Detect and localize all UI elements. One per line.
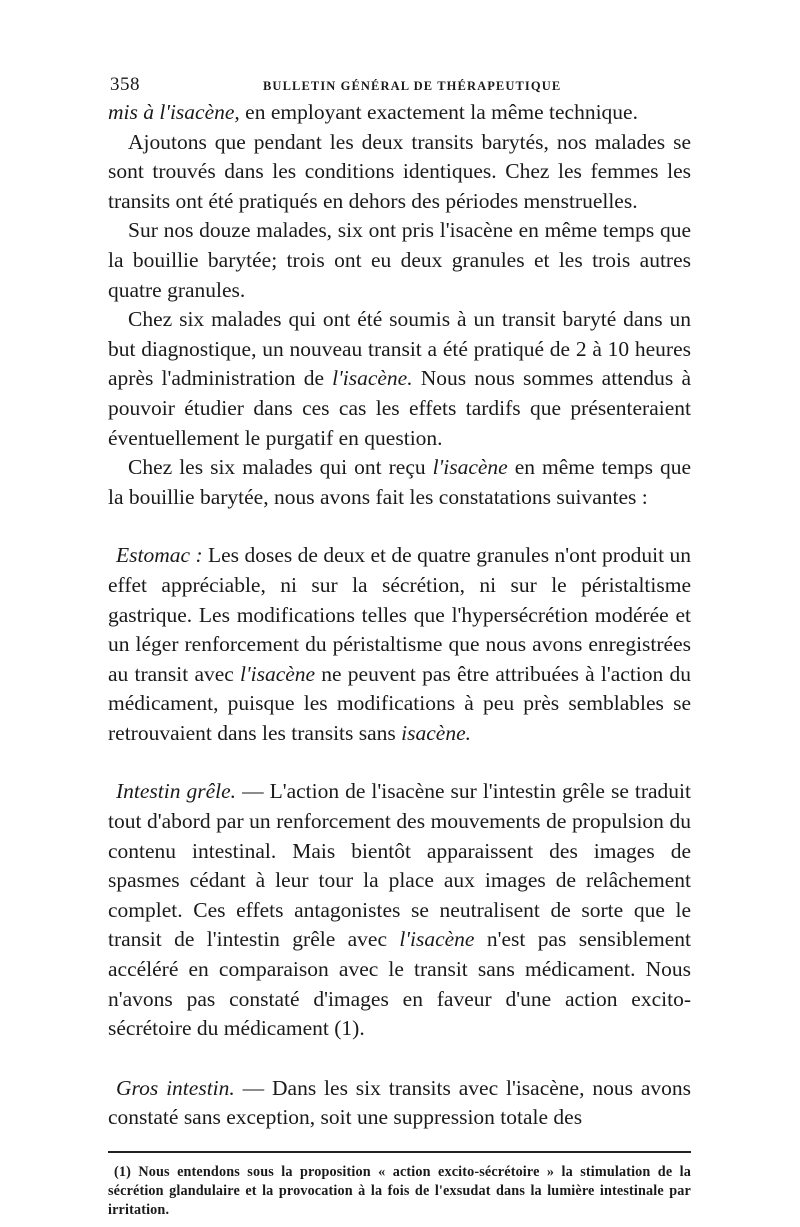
- paragraph-text: Nous nous sommes attendus à pouvoir étudier dans ces cas les effets tardifs que présenteraient éventuellement le purgatif en question.: [108, 366, 691, 450]
- italic-term: mis à l'isacène,: [108, 100, 240, 124]
- footnote-divider: [108, 1151, 691, 1153]
- paragraph-continuation: [108, 98, 691, 128]
- body-text: [108, 98, 691, 1133]
- paragraph-diagnostique: [108, 305, 691, 453]
- section-heading-estomac: Estomac :: [116, 543, 203, 568]
- section-estomac: [108, 541, 691, 748]
- paragraph-text: — Dans les six transits avec l'isacène, nous avons constaté sans exception, soit une suppression totale des: [108, 1075, 691, 1130]
- section-heading-intestin-grele: Intestin grêle.: [116, 779, 237, 804]
- page-number: 358: [110, 74, 140, 95]
- paragraph-text: Chez six malades qui ont été soumis à un transit baryté dans un but diagnostique, un nouveau transit a été pratiqué de 2 à 10 heures après l'administration de: [108, 307, 691, 391]
- paragraph-text: — L'action de l'isacène sur l'intestin grêle se traduit tout d'abord par un renforcement des mouvements de propulsion du contenu intestinal. Mais bientôt apparaissent des images de spasmes cédant à leur tour la place aux images de relâchement complet. Ces effets antagonistes se neutralisent de sorte que le transit de l'intestin grêle avec: [108, 779, 692, 952]
- italic-term: l'isacène: [432, 455, 508, 480]
- italic-term: l'isacène.: [332, 366, 413, 391]
- document-page: [108, 70, 691, 1220]
- footnote-text: (1) Nous entendons sous la proposition « action excito-sécrétoire » la stimulation de la sécrétion glandulaire et la provocation à la fois de l'exsudat dans la lumière intestinale par irritation.: [108, 1164, 691, 1218]
- paragraph-text: en même temps que la bouillie barytée, nous avons fait les constatations suivantes :: [108, 455, 691, 509]
- page-header: [108, 70, 691, 98]
- italic-term: l'isacène: [240, 661, 316, 686]
- section-intestin-grele: [108, 777, 691, 1043]
- paragraph-transits: Ajoutons que pendant les deux transits barytés, nos malades se sont trouvés dans les conditions identiques. Chez les femmes les transits ont été pratiqués en dehors des périodes menstruelles.: [108, 129, 691, 213]
- running-head: BULLETIN GÉNÉRAL DE THÉRAPEUTIQUE: [263, 79, 562, 93]
- section-heading-gros-intestin: Gros intestin.: [116, 1075, 235, 1100]
- italic-term: l'isacène: [399, 927, 475, 952]
- paragraph-text: ne peuvent pas être attribuées à l'action du médicament, puisque les modifications à peu près semblables se retrouvaient dans les transits sans: [108, 661, 691, 745]
- footnote: [108, 1163, 691, 1220]
- paragraph-constatations: [108, 453, 691, 512]
- paragraph-text: n'est pas sensiblement accéléré en comparaison avec le transit sans médicament. Nous n'avons pas constaté d'images en faveur d'une action excito-sécrétoire du médicament (1).: [108, 927, 691, 1041]
- paragraph-text: en employant exactement la même technique.: [239, 100, 638, 124]
- section-gros-intestin: [108, 1074, 691, 1133]
- italic-term: isacène.: [401, 720, 472, 745]
- paragraph-text: Les doses de deux et de quatre granules n'ont produit un effet appréciable, ni sur la sécrétion, ni sur le péristaltisme gastrique. Les modifications telles que l'hypersécrétion modérée et un léger renforcement du péristaltisme que nous avons enregistrées au transit avec: [108, 543, 691, 686]
- paragraph-malades: Sur nos douze malades, six ont pris l'isacène en même temps que la bouillie barytée; trois ont eu deux granules et les trois autres quatre granules.: [108, 218, 691, 302]
- paragraph-text: Chez les six malades qui ont reçu: [128, 455, 433, 480]
